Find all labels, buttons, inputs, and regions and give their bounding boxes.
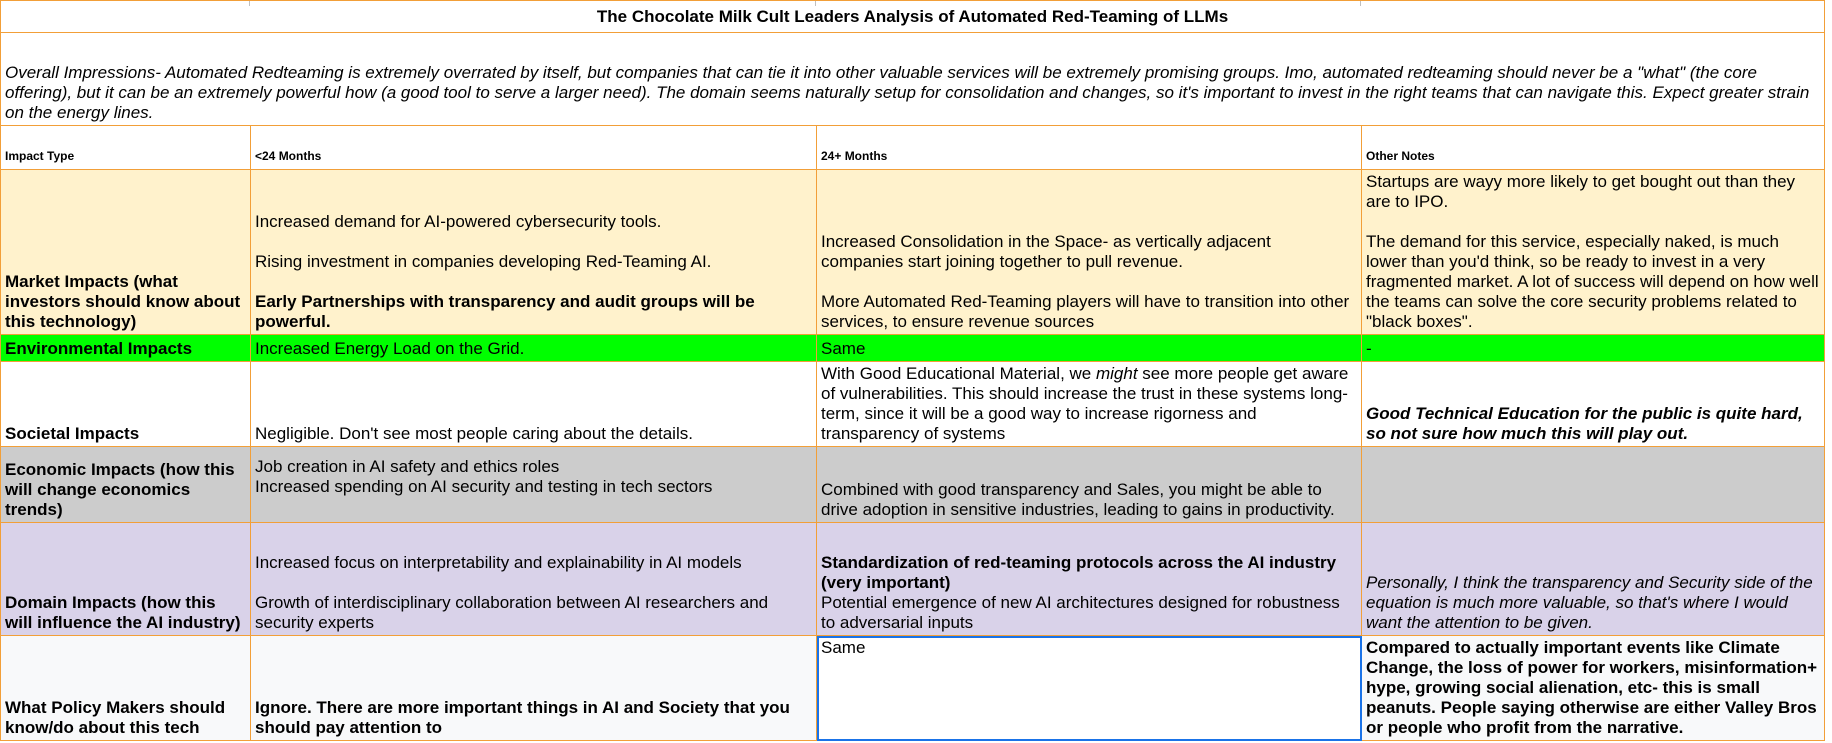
- policy-row: [1, 636, 1825, 741]
- market-notes-line: The demand for this service, especially naked, is much lower than you'd think, so be ready to invest in a very fragmented market. A lot of success will depend on how well the teams can solve the core security problems related to "black boxes".: [1366, 232, 1819, 331]
- societal-long-cell[interactable]: [817, 362, 1362, 447]
- environmental-long-cell[interactable]: Same: [817, 335, 1362, 362]
- market-short-cell[interactable]: [251, 170, 817, 335]
- societal-row: [1, 362, 1825, 447]
- societal-short-cell[interactable]: Negligible. Don't see most people caring about the details.: [251, 362, 817, 447]
- market-short-line: Early Partnerships with transparency and audit groups will be powerful.: [255, 292, 755, 331]
- policy-long-cell-selected[interactable]: Same: [817, 636, 1362, 741]
- economic-short-line: Job creation in AI safety and ethics roles: [255, 457, 560, 476]
- policy-label-cell[interactable]: What Policy Makers should know/do about this tech: [1, 636, 251, 741]
- market-notes-cell[interactable]: [1362, 170, 1825, 335]
- domain-long-cell[interactable]: [817, 523, 1362, 636]
- societal-long-text: see more people get aware of vulnerabilities. This should increase the trust in these systems long-term, since it will be a good way to increase rigorness and transparency of systems: [821, 364, 1349, 443]
- header-short-term[interactable]: <24 Months: [251, 126, 817, 170]
- domain-short-line: Increased focus on interpretability and explainability in AI models: [255, 553, 742, 572]
- environmental-notes-cell[interactable]: -: [1362, 335, 1825, 362]
- economic-label-cell[interactable]: Economic Impacts (how this will change economics trends): [1, 447, 251, 523]
- market-short-line: Rising investment in companies developing Red-Teaming AI.: [255, 252, 712, 271]
- domain-long-line: Potential emergence of new AI architectures designed for robustness to adversarial inputs: [821, 593, 1340, 632]
- market-long-cell[interactable]: [817, 170, 1362, 335]
- economic-notes-cell[interactable]: [1362, 447, 1825, 523]
- title-row: [1, 1, 1825, 33]
- market-long-line: More Automated Red-Teaming players will have to transition into other services, to ensure revenue sources: [821, 292, 1350, 331]
- market-short-line: Increased demand for AI-powered cybersecurity tools.: [255, 212, 662, 231]
- environmental-row: [1, 335, 1825, 362]
- market-label-cell[interactable]: Market Impacts (what investors should know about this technology): [1, 170, 251, 335]
- header-other-notes[interactable]: Other Notes: [1362, 126, 1825, 170]
- market-notes-line: Startups are wayy more likely to get bought out than they are to IPO.: [1366, 172, 1796, 211]
- intro-row: [1, 33, 1825, 126]
- domain-label-cell[interactable]: Domain Impacts (how this will influence the AI industry): [1, 523, 251, 636]
- societal-notes-cell[interactable]: Good Technical Education for the public is quite hard, so not sure how much this will play out.: [1362, 362, 1825, 447]
- header-row: [1, 126, 1825, 170]
- domain-notes-cell[interactable]: Personally, I think the transparency and Security side of the equation is much more valuable, so that's where I would want the attention to be given.: [1362, 523, 1825, 636]
- environmental-label-cell[interactable]: Environmental Impacts: [1, 335, 251, 362]
- header-long-term[interactable]: 24+ Months: [817, 126, 1362, 170]
- economic-row: [1, 447, 1825, 523]
- domain-short-cell[interactable]: [251, 523, 817, 636]
- domain-short-line: Growth of interdisciplinary collaboration between AI researchers and security experts: [255, 593, 769, 632]
- policy-short-cell[interactable]: Ignore. There are more important things in AI and Society that you should pay attention to: [251, 636, 817, 741]
- header-impact-type[interactable]: Impact Type: [1, 126, 251, 170]
- economic-short-line: Increased spending on AI security and testing in tech sectors: [255, 477, 713, 496]
- environmental-short-cell[interactable]: Increased Energy Load on the Grid.: [251, 335, 817, 362]
- policy-notes-cell[interactable]: Compared to actually important events like Climate Change, the loss of power for workers, misinformation+ hype, growing social alienation, etc- this is small peanuts. People saying otherwise are either Valley Bros or people who profit from the narrative.: [1362, 636, 1825, 741]
- economic-long-cell[interactable]: Combined with good transparency and Sales, you might be able to drive adoption in sensitive industries, leading to gains in productivity.: [817, 447, 1362, 523]
- societal-long-emphasis: might: [1095, 364, 1138, 383]
- societal-long-text: With Good Educational Material, we: [821, 364, 1096, 383]
- economic-short-cell[interactable]: [251, 447, 817, 523]
- market-long-line: Increased Consolidation in the Space- as vertically adjacent companies start joining together to pull revenue.: [821, 232, 1271, 271]
- societal-label-cell[interactable]: Societal Impacts: [1, 362, 251, 447]
- domain-row: [1, 523, 1825, 636]
- title-cell[interactable]: The Chocolate Milk Cult Leaders Analysis of Automated Red-Teaming of LLMs: [1, 1, 1825, 33]
- market-row: [1, 170, 1825, 335]
- overall-impressions-cell[interactable]: Overall Impressions- Automated Redteaming is extremely overrated by itself, but companies that can tie it into other valuable services will be extremely promising groups. Imo, automated redteaming should never be a "what" (the core offering), but it can be an extremely powerful how (a good tool to serve a larger need). The domain seems naturally setup for consolidation and changes, so it's important to invest in the right teams that can navigate this. Expect greater strain on the energy lines.: [1, 33, 1825, 126]
- domain-long-bold: Standardization of red-teaming protocols across the AI industry (very important): [821, 553, 1337, 592]
